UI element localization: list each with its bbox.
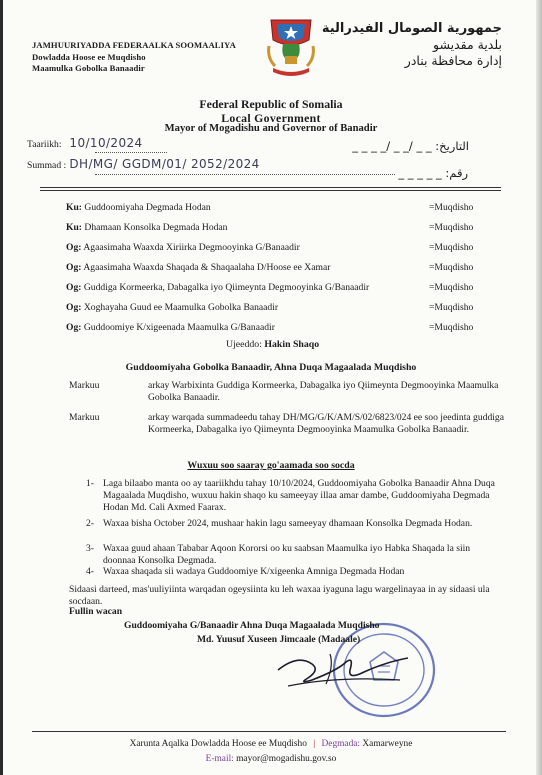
subject-line	[226, 339, 319, 350]
footer-address-line	[0, 739, 542, 749]
header-line-1: JAMHUURIYADDA FEDERAALKA SOOMAALIYA	[32, 40, 236, 50]
decision-number: 2-	[86, 518, 94, 529]
date-dotline	[95, 152, 167, 153]
recipient-prefix: Ku:	[66, 202, 82, 213]
recipient-dest: =Muqdisho	[429, 262, 474, 273]
recipient-name: Guddoomiye K/xigeenada Maamulka G/Banaadir	[83, 322, 275, 333]
footer-address: Xarunta Aqalka Dowladda Hoose ee Muqdisho	[129, 739, 307, 749]
recipient-row	[66, 302, 278, 313]
footer-email-line	[0, 754, 542, 764]
footer-email-label: E-mail:	[205, 754, 234, 764]
recipient-dest: =Muqdisho	[429, 242, 474, 253]
signatory-title: Guddoomiyaha G/Banaadir Ahna Duqa Magaalada Muqdisho	[124, 620, 380, 631]
recipient-dest: =Muqdisho	[429, 282, 474, 293]
recipient-dest: =Muqdisho	[429, 222, 474, 233]
recipient-prefix: Og:	[66, 322, 82, 333]
recipient-name: Agaasimaha Waaxda Xiriirka Degmooyinka G/Banaadir	[83, 242, 300, 253]
decision-number: 1-	[86, 478, 94, 489]
signatory-name: Md. Yuusuf Xuseen Jimcaale (Madaale)	[197, 634, 361, 645]
markuu-label: Markuu	[69, 380, 100, 391]
markuu-text: arkay Warbixinta Guddiga Kormeerka, Dabagalka iyo Qiimeynta Degmooyinka Maamulka Gobolka Banaadir.	[148, 380, 499, 403]
markuu-text: arkay warqada summadeedu tahay DH/MG/G/K/AM/S/02/6823/024 ee soo jeedinta guddiga Kormeerka, Dabagalka iyo Qiimeynta Degmooyinka Maamulka Gobolka Banaadir.	[148, 412, 504, 435]
reference-row	[27, 157, 260, 171]
reference-dotline	[95, 174, 395, 175]
recipient-prefix: Og:	[66, 282, 82, 293]
title-mayor: Mayor of Mogadishu and Governor of Banadir	[164, 123, 378, 134]
subject-label: Ujeeddo:	[226, 339, 262, 350]
issuer-heading: Guddoomiyaha Gobolka Banaadir, Ahna Duqa Magaalada Muqdisho	[125, 362, 417, 373]
footer-email-link[interactable]: mayor@mogadishu.gov.so	[236, 754, 337, 764]
recipient-row	[66, 222, 227, 233]
decision-number: 4-	[86, 566, 94, 577]
date-label: Taariikh:	[27, 139, 62, 150]
recipient-dest: =Muqdisho	[429, 202, 474, 213]
recipient-name: Xoghayaha Guud ee Maamulka Gobolka Banaadir	[83, 302, 279, 313]
recipient-row	[66, 322, 275, 333]
decision-text: Waxaa bisha October 2024, mushaar hakin lagu sameeyay dhamaan Konsolka Degmada Hodan.	[103, 518, 473, 529]
decision-heading: Wuxuu soo saaray go'aamada soo socda	[187, 460, 355, 471]
header-ar-line-1: جمهورية الصومال الفيدرالية	[321, 21, 502, 36]
recipient-row	[66, 262, 330, 273]
decision-number: 3-	[86, 543, 94, 554]
recipient-row	[66, 202, 211, 213]
recipient-dest: =Muqdisho	[429, 322, 474, 333]
title-federal-republic: Federal Republic of Somalia	[199, 97, 343, 111]
footer-degmada-value: Xamarweyne	[362, 739, 413, 749]
handwritten-signature-icon	[268, 640, 418, 696]
footer-rule	[32, 731, 506, 732]
closing-salutation: Fullin wacan	[69, 606, 123, 617]
footer-separator: |	[313, 739, 316, 749]
recipient-dest: =Muqdisho	[429, 302, 474, 313]
coat-of-arms-emblem-icon	[263, 14, 319, 80]
header-ar-line-3: إدارة محافظة بنادر	[404, 53, 502, 68]
header-arabic-block	[322, 21, 502, 69]
reference-label: Summad :	[27, 160, 67, 171]
top-rule	[40, 187, 501, 188]
recipient-name: Guddoomiyaha Degmada Hodan	[84, 202, 211, 213]
recipient-prefix: Og:	[66, 302, 82, 313]
decision-text: Waxaa guud ahaan Tababar Aqoon Kororsi oo ku saabsan Maamulka iyo Habka Shaqada la siin doonnaa Konsolka Degmada.	[103, 543, 471, 566]
recipient-name: Agaasimaha Waaxda Shaqada & Shaqaalaha D/Hoose ee Xamar	[83, 262, 331, 273]
header-somali-block	[32, 40, 236, 75]
closing-paragraph: Sidaasi darteed, mas'uuliyiinta warqadan ogeysiinta ku leh waxaa iyaguna lagu wargelinayaa in ay sidaasi ula socdaan.	[69, 584, 490, 607]
recipient-row	[66, 282, 369, 293]
recipient-prefix: Og:	[66, 262, 82, 273]
recipient-prefix: Og:	[66, 242, 82, 253]
decision-text: Laga bilaabo manta oo ay taariikhdu tahay 10/10/2024, Guddoomiyaha Gobolka Banaadir Ahna Duqa Magaalada Muqdisho, wuxuu hakin shaqo ku sameeyay illaa amar dambe, Guddoomiyaha Degmada Hodan Md. Cali Axmed Faarax.	[103, 478, 495, 513]
recipient-row	[66, 242, 300, 253]
header-ar-line-2: بلدية مقديشو	[432, 37, 502, 52]
title-local-government: Local Government	[221, 111, 321, 125]
header-line-3: Maamulka Gobolka Banaadir	[32, 63, 145, 73]
footer-degmada-label: Degmada:	[321, 739, 361, 749]
recipient-name: Dhamaan Konsolka Degmada Hodan	[84, 222, 228, 233]
recipient-name: Guddiga Kormeerka, Dabagalka iyo Qiimeynta Degmooyinka G/Banaadir	[83, 282, 370, 293]
subject-value: Hakin Shaqo	[264, 339, 320, 350]
recipient-prefix: Ku:	[66, 222, 82, 233]
markuu-label: Markuu	[69, 412, 100, 423]
date-row	[27, 136, 143, 150]
arabic-reference-field: رقم: _ _ _ _ _	[398, 166, 468, 180]
header-line-2: Dowladda Hoose ee Muqdisho	[32, 51, 146, 62]
top-rule-2	[40, 190, 501, 191]
reference-handwritten: DH/MG/ GGDM/01/ 2052/2024	[69, 157, 260, 171]
decision-text: Waxaa shaqada sii wadaya Guddoomiye K/xigeenka Amniga Degmada Hodan	[103, 566, 405, 577]
arabic-date-field: التاريخ: _ _ /_ _ /_ _ _ _	[352, 139, 469, 153]
date-handwritten: 10/10/2024	[69, 136, 143, 150]
